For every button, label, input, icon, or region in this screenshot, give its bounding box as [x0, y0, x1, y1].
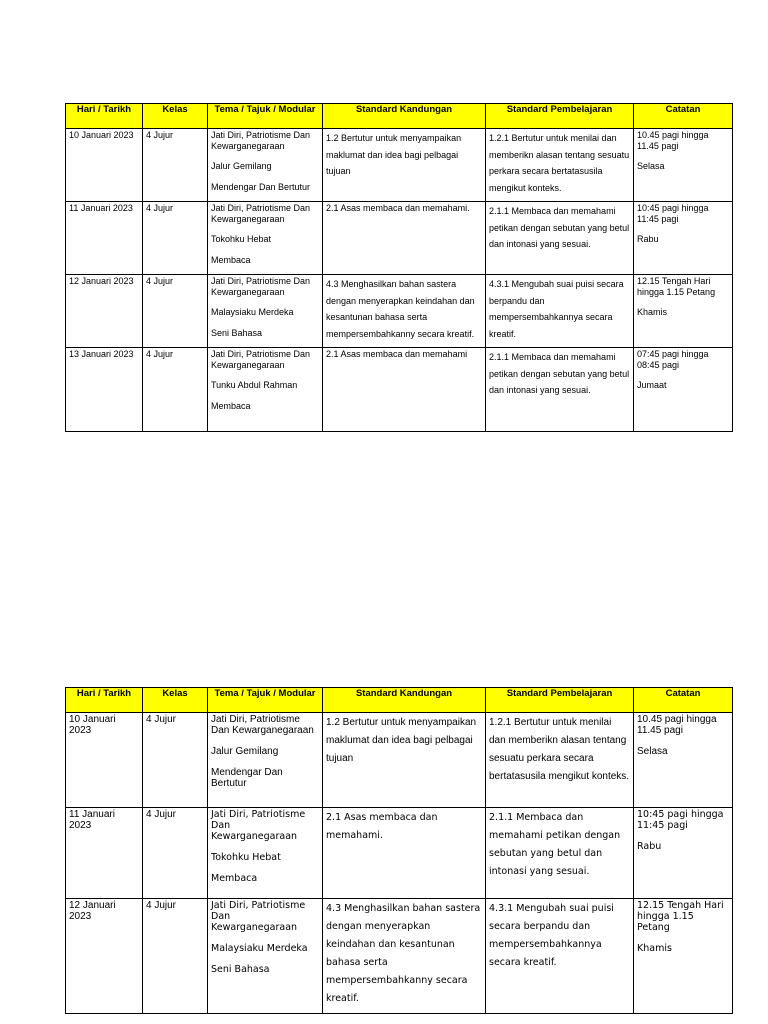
cell-sk	[323, 348, 486, 432]
header-sk: Standard Kandungan	[323, 104, 486, 129]
cell-tema	[208, 713, 323, 808]
hari-text: Khamis	[637, 943, 672, 954]
header-tema: Tema / Tajuk / Modular	[208, 104, 323, 129]
sp-text: 1.2.1 Bertutur untuk menilai dan memberikn alasan tentang sesuatu perkara secara bertatasusila mengikut konteks.	[489, 133, 630, 193]
tajuk-text: Malaysiaku Merdeka	[211, 307, 294, 317]
table-row	[66, 275, 733, 348]
cell-kelas: 4 Jujur	[143, 275, 208, 348]
cell-tarikh: 11 Januari 2023	[66, 202, 143, 275]
cell-kelas: 4 Jujur	[143, 808, 208, 899]
cell-sk	[323, 713, 486, 808]
cell-kelas: 4 Jujur	[143, 348, 208, 432]
modul-text: Seni Bahasa	[211, 327, 263, 338]
modul-text: Mendengar Dan Bertutur	[211, 181, 311, 192]
cell-tarikh: 10 Januari 2023	[66, 129, 143, 202]
cell-tarikh: 12 Januari 2023	[66, 899, 143, 1014]
header-sp: Standard Pembelajaran	[486, 688, 634, 713]
sk-text: 4.3 Menghasilkan bahan sastera dengan menyerapkan keindahan dan kesantunan bahasa serta mempersembahkanny secara kreatif.	[326, 279, 475, 339]
cell-tarikh: 10 Januari 2023	[66, 713, 143, 808]
table-row	[66, 899, 733, 1014]
cell-sk	[323, 808, 486, 899]
sk-text: 2.1 Asas membaca dan memahami.	[326, 812, 438, 841]
masa-text: 10.45 pagi hingga 11.45 pagi	[637, 714, 717, 736]
tema-text: Jati Diri, Patriotisme Dan Kewarganegaraan	[211, 900, 306, 933]
cell-catatan	[634, 348, 733, 432]
cell-tema	[208, 202, 323, 275]
sp-text: 4.3.1 Mengubah suai puisi secara berpandu dan mempersembahkannya secara kreatif.	[489, 903, 614, 968]
sp-text: 2.1.1 Membaca dan memahami petikan dengan sebutan yang betul dan intonasi yang sesuai.	[489, 812, 621, 877]
cell-tarikh: 11 Januari 2023	[66, 808, 143, 899]
cell-sp	[486, 808, 634, 899]
cell-tema	[208, 275, 323, 348]
cell-sp	[486, 202, 634, 275]
tajuk-text: Malaysiaku Merdeka	[211, 943, 308, 954]
cell-tema	[208, 129, 323, 202]
cell-tarikh: 12 Januari 2023	[66, 275, 143, 348]
cell-catatan	[634, 808, 733, 899]
sp-text: 2.1.1 Membaca dan memahami petikan dengan sebutan yang betul dan intonasi yang sesuai.	[489, 352, 630, 395]
tajuk-text: Tunku Abdul Rahman	[211, 380, 298, 390]
cell-sp	[486, 348, 634, 432]
cell-sk	[323, 275, 486, 348]
cell-kelas: 4 Jujur	[143, 202, 208, 275]
sk-text: 2.1 Asas membaca dan memahami.	[326, 203, 470, 213]
sp-text: 2.1.1 Membaca dan memahami petikan dengan sebutan yang betul dan intonasi yang sesuai.	[489, 206, 630, 249]
cell-kelas: 4 Jujur	[143, 713, 208, 808]
cell-tarikh: 13 Januari 2023	[66, 348, 143, 432]
sk-text: 2.1 Asas membaca dan memahami	[326, 349, 468, 359]
header-sk: Standard Kandungan	[323, 688, 486, 713]
cell-tema	[208, 348, 323, 432]
cell-catatan	[634, 202, 733, 275]
header-sp: Standard Pembelajaran	[486, 104, 634, 129]
modul-text: Mendengar Dan Bertutur	[211, 767, 283, 789]
sk-text: 1.2 Bertutur untuk menyampaikan maklumat dan idea bagi pelbagai tujuan	[326, 133, 462, 176]
tajuk-text: Jalur Gemilang	[211, 746, 279, 757]
sk-text: 4.3 Menghasilkan bahan sastera dengan menyerapkan keindahan dan kesantunan bahasa serta mempersembahkanny secara kreatif.	[326, 903, 481, 1004]
table-row	[66, 348, 733, 432]
masa-text: 10:45 pagi hingga 11:45 pagi	[637, 809, 724, 831]
lesson-plan-table-2	[65, 687, 733, 1014]
cell-sk	[323, 129, 486, 202]
modul-text: Membaca	[211, 873, 258, 884]
table-row	[66, 713, 733, 808]
header-catatan: Catatan	[634, 688, 733, 713]
tema-text: Jati Diri, Patriotisme Dan Kewarganegaraan	[211, 809, 306, 842]
cell-kelas: 4 Jujur	[143, 899, 208, 1014]
header-kelas: Kelas	[143, 104, 208, 129]
cell-tema	[208, 808, 323, 899]
cell-catatan	[634, 713, 733, 808]
cell-sp	[486, 899, 634, 1014]
cell-sp	[486, 129, 634, 202]
tema-text: Jati Diri, Patriotisme Dan Kewarganegaraan	[211, 349, 311, 370]
cell-catatan	[634, 129, 733, 202]
hari-text: Selasa	[637, 746, 668, 757]
masa-text: 12.15 Tengah Hari hingga 1.15 Petang	[637, 900, 724, 933]
header-tarikh: Hari / Tarikh	[66, 688, 143, 713]
masa-text: 12.15 Tengah Hari hingga 1.15 Petang	[637, 276, 716, 297]
sk-text: 1.2 Bertutur untuk menyampaikan maklumat dan idea bagi pelbagai tujuan	[326, 717, 477, 764]
table-row	[66, 202, 733, 275]
tajuk-text: Tokohku Hebat	[211, 852, 281, 863]
tema-text: Jati Diri, Patriotisme Dan Kewarganegaraan	[211, 203, 311, 224]
hari-text: Rabu	[637, 234, 659, 244]
tajuk-text: Jalur Gemilang	[211, 161, 272, 171]
tema-text: Jati Diri, Patriotisme Dan Kewarganegaraan	[211, 276, 311, 297]
modul-text: Seni Bahasa	[211, 964, 270, 975]
hari-text: Khamis	[637, 307, 668, 317]
table-row	[66, 129, 733, 202]
masa-text: 10:45 pagi hingga 11:45 pagi	[637, 203, 709, 224]
lesson-plan-table-1	[65, 103, 733, 432]
hari-text: Jumaat	[637, 380, 667, 390]
header-row	[66, 104, 733, 129]
sp-text: 1.2.1 Bertutur untuk menilai dan memberikn alasan tentang sesuatu perkara secara bertatasusila mengikut konteks.	[489, 717, 630, 782]
cell-catatan	[634, 899, 733, 1014]
tajuk-text: Tokohku Hebat	[211, 234, 272, 244]
cell-sp	[486, 275, 634, 348]
masa-text: 07:45 pagi hingga 08:45 pagi	[637, 349, 709, 370]
header-row	[66, 688, 733, 713]
modul-text: Membaca	[211, 254, 251, 265]
hari-text: Selasa	[637, 161, 665, 171]
modul-text: Membaca	[211, 400, 251, 411]
cell-tema	[208, 899, 323, 1014]
table-row	[66, 808, 733, 899]
cell-sp	[486, 713, 634, 808]
header-tema: Tema / Tajuk / Modular	[208, 688, 323, 713]
tema-text: Jati Diri, Patriotisme Dan Kewarganegaraan	[211, 130, 311, 151]
cell-catatan	[634, 275, 733, 348]
cell-sk	[323, 202, 486, 275]
cell-kelas: 4 Jujur	[143, 129, 208, 202]
header-catatan: Catatan	[634, 104, 733, 129]
masa-text: 10.45 pagi hingga 11.45 pagi	[637, 130, 709, 151]
header-kelas: Kelas	[143, 688, 208, 713]
cell-sk	[323, 899, 486, 1014]
hari-text: Rabu	[637, 841, 662, 852]
tema-text: Jati Diri, Patriotisme Dan Kewarganegaraan	[211, 714, 314, 736]
header-tarikh: Hari / Tarikh	[66, 104, 143, 129]
sp-text: 4.3.1 Mengubah suai puisi secara berpandu dan mempersembahkannya secara kreatif.	[489, 279, 624, 339]
